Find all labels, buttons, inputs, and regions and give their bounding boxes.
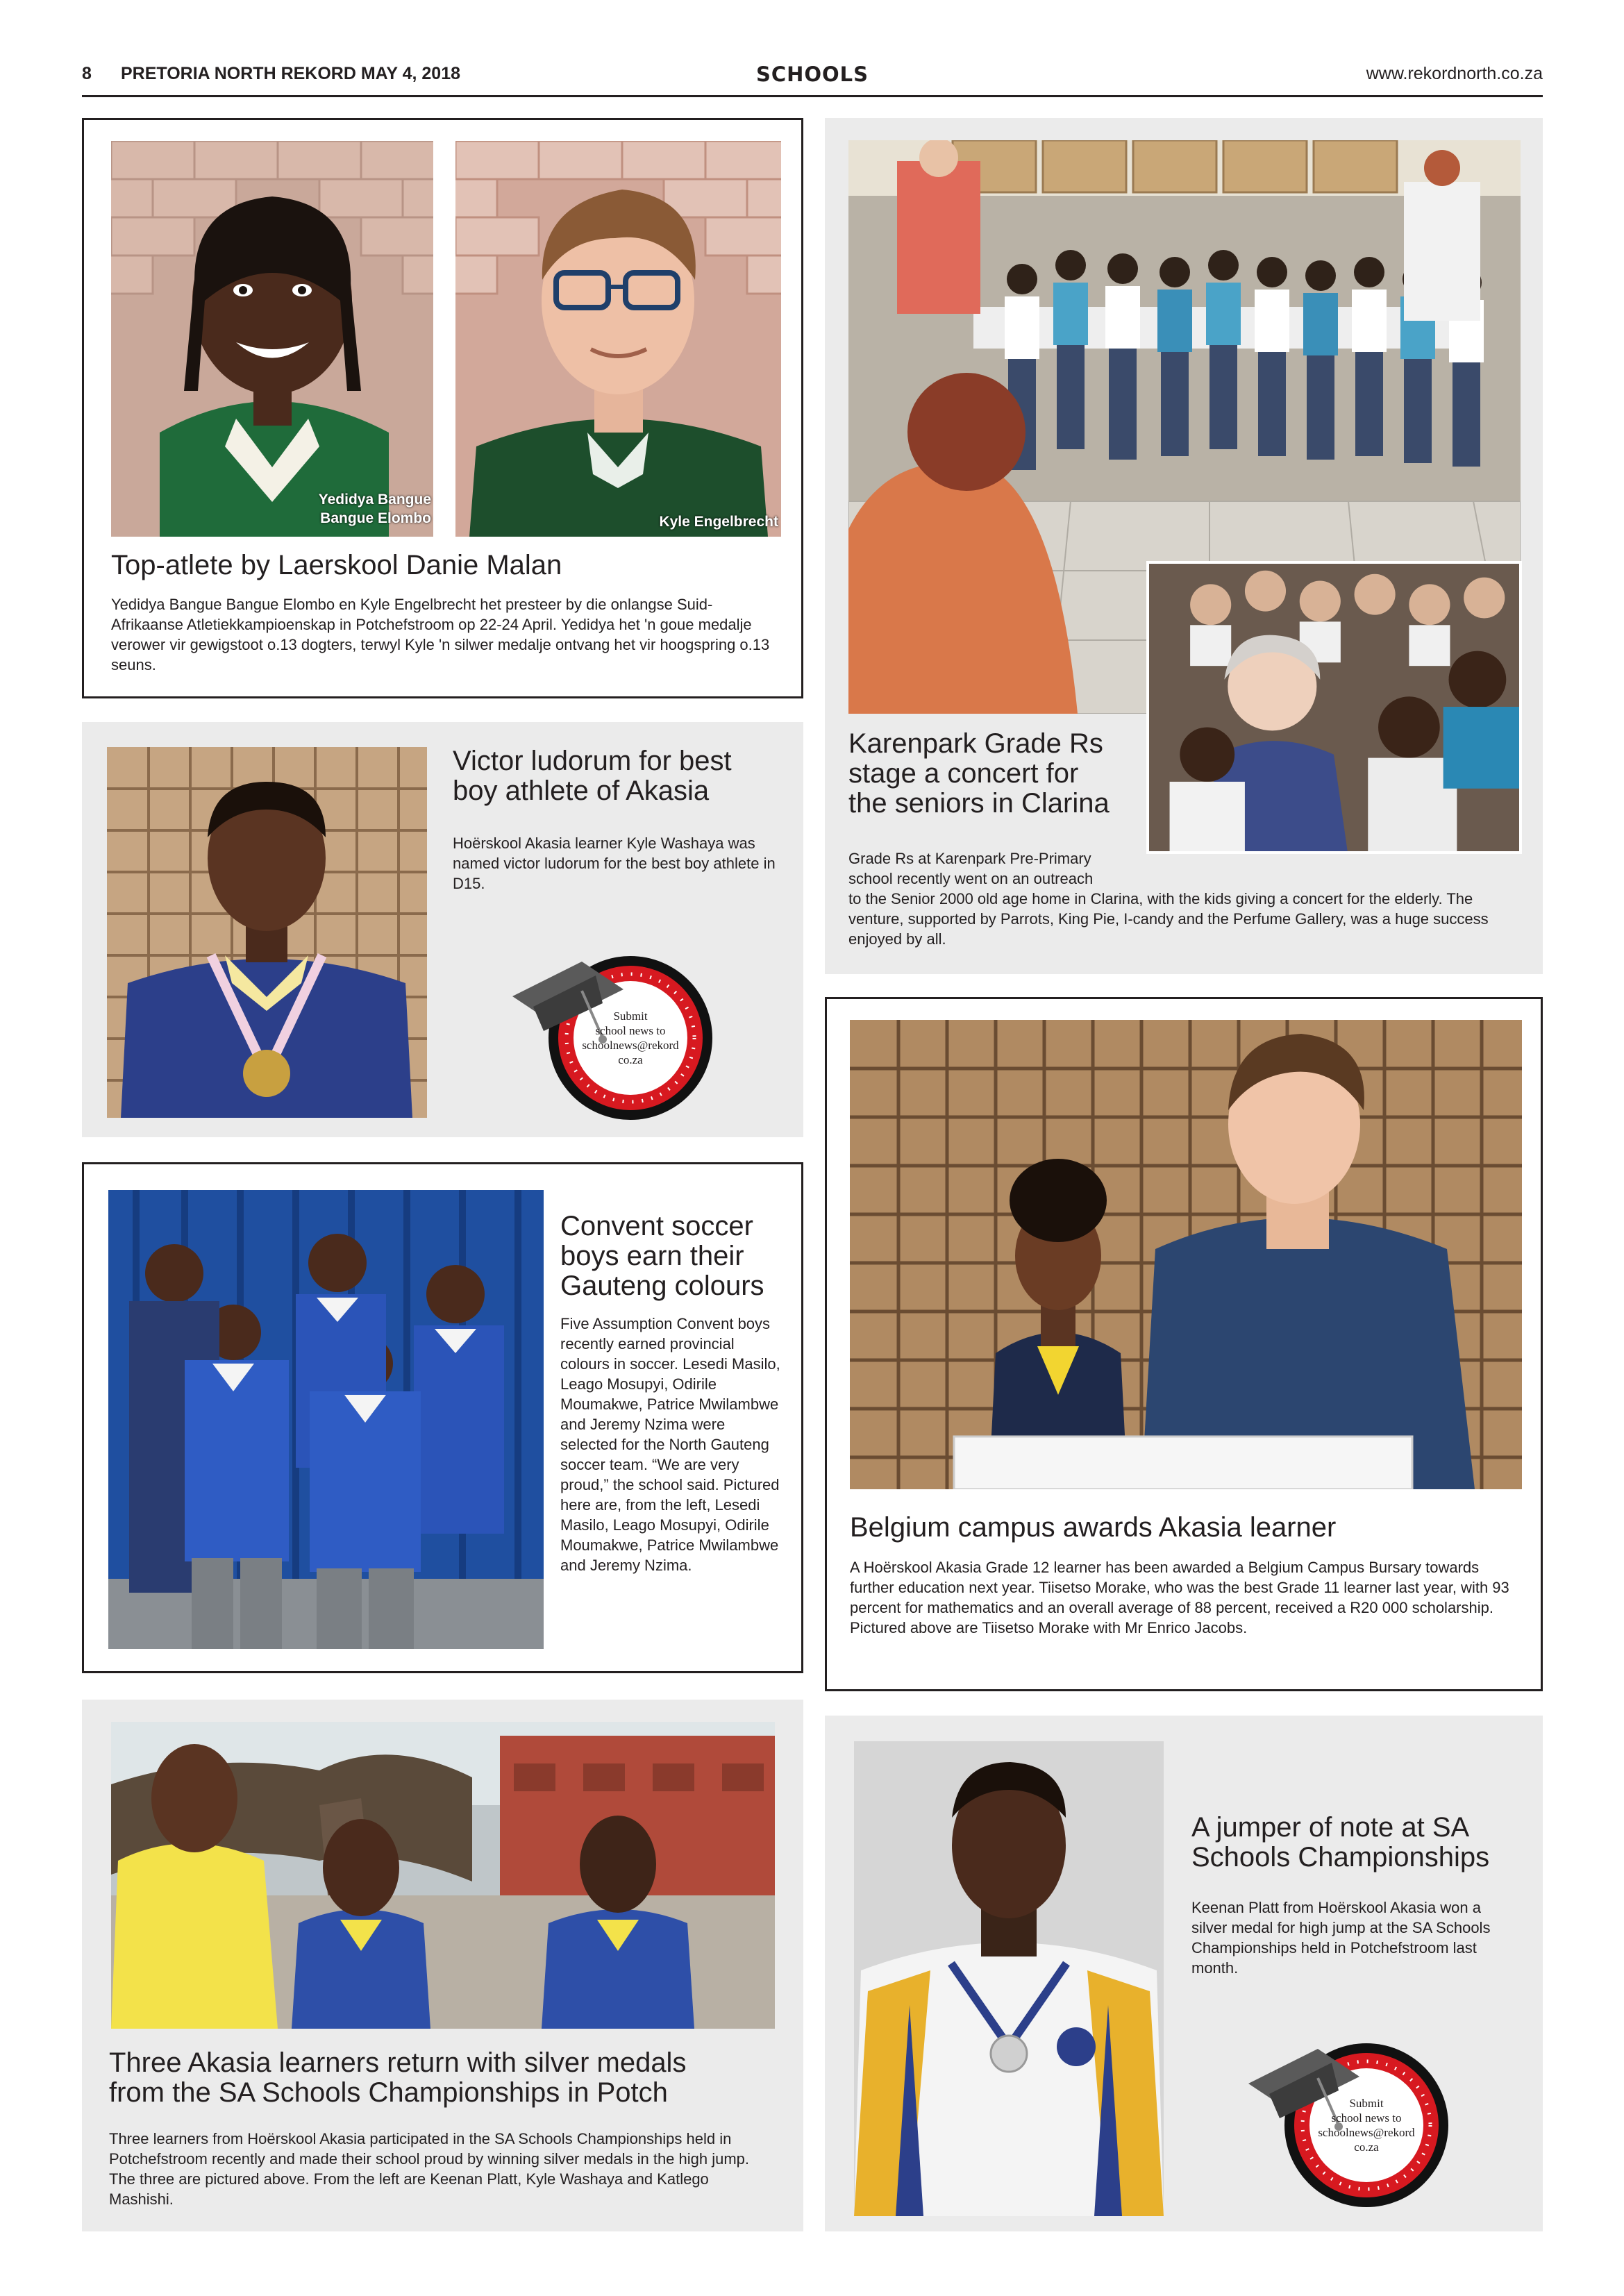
headline-victor bbox=[453, 746, 786, 806]
story-victor-ludorum bbox=[82, 722, 803, 1137]
badge-line1: Submit bbox=[1349, 2097, 1384, 2110]
headline-jumper-line1: A jumper of note at SA bbox=[1191, 1812, 1470, 1843]
headline-three-akasia-line2: from the SA Schools Championships in Potch bbox=[109, 2077, 668, 2108]
badge-line3: schoolnews@rekord bbox=[1318, 2126, 1415, 2139]
photo-yedidya bbox=[111, 141, 433, 537]
body-karenpark-line1: Grade Rs at Karenpark Pre-Primary bbox=[848, 850, 1091, 867]
caption-yedidya bbox=[223, 490, 431, 528]
photo-keenan-platt bbox=[854, 1741, 1164, 2216]
caption-yedidya-line1: Yedidya Bangue bbox=[318, 492, 431, 508]
body-three-akasia: Three learners from Hoërskool Akasia participated in the SA Schools Championships held in Potchefstroom recently and made their school proud by winning silver medals in the high jump. The three are pictured above. From the left are Keenan Platt, Kyle Washaya and Katlego Mashishi. bbox=[109, 2130, 750, 2208]
caption-kyle-engelbrecht: Kyle Engelbrecht bbox=[659, 514, 778, 530]
headline-karenpark-line2: stage a concert for bbox=[848, 758, 1079, 789]
headline-convent bbox=[560, 1212, 789, 1301]
headline-jumper-line2: Schools Championships bbox=[1191, 1842, 1490, 1872]
publication-dateline: PRETORIA NORTH REKORD MAY 4, 2018 bbox=[121, 64, 461, 83]
body-victor: Hoërskool Akasia learner Kyle Washaya was named victor ludorum for the best boy athlete in D15. bbox=[453, 835, 776, 892]
story-karenpark bbox=[825, 118, 1543, 974]
masthead bbox=[82, 64, 1543, 97]
badge-text-2 bbox=[1318, 2096, 1415, 2154]
body-karenpark-line2: school recently went on an outreach bbox=[848, 870, 1094, 887]
submit-news-badge-1[interactable] bbox=[505, 934, 721, 1121]
badge-line1: Submit bbox=[613, 1009, 648, 1023]
photo-kyle-engelbrecht bbox=[455, 141, 781, 537]
masthead-rule bbox=[82, 95, 1543, 97]
headline-three-akasia bbox=[109, 2048, 789, 2108]
photo-three-akasia-learners bbox=[111, 1722, 775, 2029]
headline-victor-line2: boy athlete of Akasia bbox=[453, 776, 710, 806]
photo-kyle-washaya bbox=[107, 747, 427, 1118]
page-number: 8 bbox=[82, 64, 92, 83]
story-belgium-campus bbox=[825, 997, 1543, 1691]
headline-jumper bbox=[1191, 1813, 1532, 1872]
headline-karenpark-line1: Karenpark Grade Rs bbox=[848, 728, 1103, 759]
body-jumper: Keenan Platt from Hoërskool Akasia won a silver medal for high jump at the SA Schools Championships held in Potchefstroom last month. bbox=[1191, 1899, 1491, 1977]
body-top-atlete: Yedidya Bangue Bangue Elombo en Kyle Engelbrecht het presteer by die onlangse Suid-Afrikaanse Atletiekkampioenskap in Potchefstroom op 22-24 April. Yedidya het 'n goue medalje verower vir gewigstoot o.13 dogters, terwyl Kyle 'n silwer medalje ontvang het vir hoogspring o.13 seuns. bbox=[111, 596, 770, 673]
headline-belgium: Belgium campus awards Akasia learner bbox=[850, 1512, 1337, 1543]
badge-line4: co.za bbox=[1354, 2140, 1379, 2154]
photo-convent-soccer-boys bbox=[108, 1190, 544, 1649]
headline-three-akasia-line1: Three Akasia learners return with silver medals bbox=[109, 2047, 687, 2078]
website-url[interactable]: www.rekordnorth.co.za bbox=[1366, 64, 1543, 83]
story-convent-soccer bbox=[82, 1162, 803, 1673]
caption-yedidya-line2: Bangue Elombo bbox=[320, 510, 431, 526]
photo-karenpark-seniors-inset bbox=[1146, 561, 1522, 854]
headline-convent-line3: Gauteng colours bbox=[560, 1271, 764, 1301]
badge-text-1 bbox=[582, 1009, 679, 1067]
badge-line3: schoolnews@rekord bbox=[582, 1039, 679, 1052]
headline-karenpark bbox=[848, 729, 1154, 819]
headline-convent-line1: Convent soccer bbox=[560, 1211, 753, 1241]
headline-top-atlete: Top-atlete by Laerskool Danie Malan bbox=[111, 550, 562, 580]
section-title: SCHOOLS bbox=[755, 62, 869, 86]
headline-karenpark-line3: the seniors in Clarina bbox=[848, 788, 1110, 819]
body-karenpark-rest: to the Senior 2000 old age home in Clarina, with the kids giving a concert for the elderly. The venture, supported by Parrots, King Pie, I-candy and the Perfume Gallery, was a huge success enjoyed by all. bbox=[848, 890, 1489, 948]
body-karenpark bbox=[848, 848, 1521, 949]
story-jumper-of-note bbox=[825, 1716, 1543, 2231]
body-convent: Five Assumption Convent boys recently earned provincial colours in soccer. Lesedi Masilo, Leago Mosupyi, Odirile Moumakwe, Patrice Mwilambwe and Jeremy Nzima were selected for the North Gauteng soccer team. “We are very proud,” the school said. Pictured here are, from the left, Lesedi Masilo, Leago Mosupyi, Odirile Moumakwe, Patrice Mwilambwe and Jeremy Nzima. bbox=[560, 1315, 780, 1574]
headline-convent-line2: boys earn their bbox=[560, 1241, 744, 1271]
photo-belgium-campus-award bbox=[850, 1020, 1522, 1489]
body-belgium: A Hoërskool Akasia Grade 12 learner has been awarded a Belgium Campus Bursary towards further education next year. Tiisetso Morake, who was the best Grade 11 learner last year, with 93 percent for mathematics and an overall average of 88 percent, received a R20 000 scholarship. Pictured above are Tiisetso Morake with Mr Enrico Jacobs. bbox=[850, 1559, 1509, 1636]
badge-line4: co.za bbox=[618, 1053, 643, 1066]
badge-line2: school news to bbox=[595, 1024, 666, 1037]
story-top-atlete bbox=[82, 118, 803, 698]
headline-victor-line1: Victor ludorum for best bbox=[453, 746, 732, 776]
story-three-akasia-learners bbox=[82, 1700, 803, 2231]
submit-news-badge-2[interactable] bbox=[1241, 2021, 1457, 2209]
badge-line2: school news to bbox=[1331, 2111, 1402, 2125]
